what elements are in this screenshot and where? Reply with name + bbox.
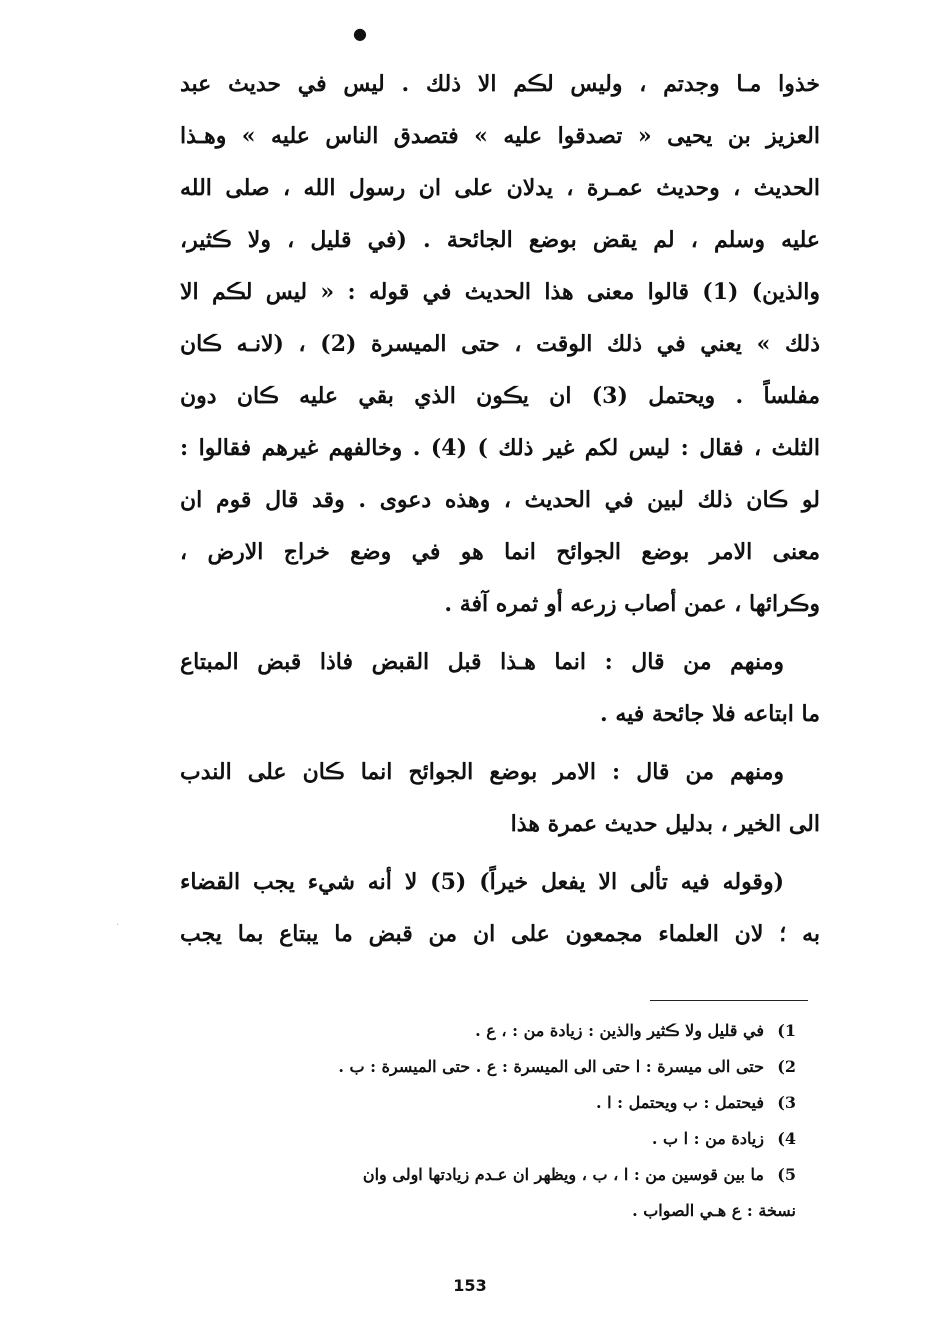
- text-line: الثلث ، فقال : ليس لكم غير ذلك ) (4) . وخالفهم غيرهم فقالوا :: [180, 435, 820, 461]
- text-line: ومنهم من قال : الامر بوضع الجوائح انما ڪان على الندب: [180, 759, 784, 785]
- footnote-4: [160, 1121, 796, 1157]
- text-line: العزيز بن يحيى « تصدقوا عليه » فتصدق الناس عليه » وهـذا: [180, 123, 820, 149]
- footnote-separator: [650, 1000, 808, 1001]
- text-line: مفلساً . ويحتمل (3) ان يڪون الذي بقي عليه ڪان دون: [180, 383, 820, 409]
- footnote-1: [160, 1013, 796, 1049]
- top-ink-mark: ●: [353, 24, 367, 43]
- footnote-number: 4): [777, 1129, 796, 1148]
- paragraph-1: [180, 58, 820, 630]
- text-line: عليه وسلم ، لم يقض بوضع الجائحة . (في قليل ، ولا ڪثير،: [180, 227, 820, 253]
- footnote-3: [160, 1085, 796, 1121]
- footnote-text: فيحتمل : ب ويحتمل : ا .: [595, 1093, 764, 1112]
- text-line: وڪرائها ، عمن أصاب زرعه أو ثمره آفة .: [444, 591, 820, 617]
- text-line: والذين) (1) قالوا معنى هذا الحديث في قوله : « ليس لڪم الا: [180, 279, 820, 305]
- footnote-text: حتى الى ميسرة : ا حتى الى الميسرة : ع . حتى الميسرة : ب .: [338, 1057, 764, 1076]
- text-line: لو ڪان ذلك لبين في الحديث ، وهذه دعوى . وقد قال قوم ان: [180, 487, 820, 513]
- footnote-number: 2): [777, 1057, 796, 1076]
- footnote-text: في قليل ولا ڪثير والذين : زيادة من : ، ع .: [475, 1021, 764, 1040]
- footnote-number: 1): [777, 1021, 796, 1040]
- paragraph-2: [180, 636, 820, 740]
- text-line: خذوا مـا وجدتم ، وليس لڪم الا ذلك . ليس في حديث عبد: [180, 71, 820, 97]
- text-line: ذلك » يعني في ذلك الوقت ، حتى الميسرة (2) ، (لانـه ڪان: [180, 331, 820, 357]
- footnote-text: زيادة من : ا ب .: [651, 1129, 764, 1148]
- footnote-2: [160, 1049, 796, 1085]
- footnote-5: [160, 1157, 796, 1193]
- paragraph-4: [180, 856, 820, 960]
- footnote-number: 5): [777, 1165, 796, 1184]
- footnote-number: 3): [777, 1093, 796, 1112]
- scan-speck: ·: [116, 920, 120, 931]
- footnote-5-continuation: نسخة : ع هـي الصواب .: [632, 1201, 796, 1220]
- text-line: (وقوله فيه تألى الا يفعل خيراً) (5) لا أنه شيء يجب القضاء: [180, 869, 784, 895]
- text-line: معنى الامر بوضع الجوائح انما هو في وضع خراج الارض ،: [180, 539, 820, 565]
- text-line: الحديث ، وحديث عمـرة ، يدلان على ان رسول الله ، صلى الله: [180, 175, 820, 201]
- footnotes: [160, 1013, 796, 1229]
- text-line: الى الخير ، بدليل حديث عمرة هذا: [510, 811, 820, 837]
- paragraph-3: [180, 746, 820, 850]
- text-line: ومنهم من قال : انما هـذا قبل القبض فاذا قبض المبتاع: [180, 649, 784, 675]
- text-line: به ؛ لان العلماء مجمعون على ان من قبض ما يبتاع بما يجب: [180, 921, 820, 947]
- text-line: ما ابتاعه فلا جائحة فيه .: [600, 701, 820, 727]
- footnote-text: ما بين قوسين من : ا ، ب ، ويظهر ان عـدم زيادتها اولى وان: [362, 1165, 764, 1184]
- body-text: [180, 58, 820, 966]
- page-number: 153: [453, 1276, 487, 1295]
